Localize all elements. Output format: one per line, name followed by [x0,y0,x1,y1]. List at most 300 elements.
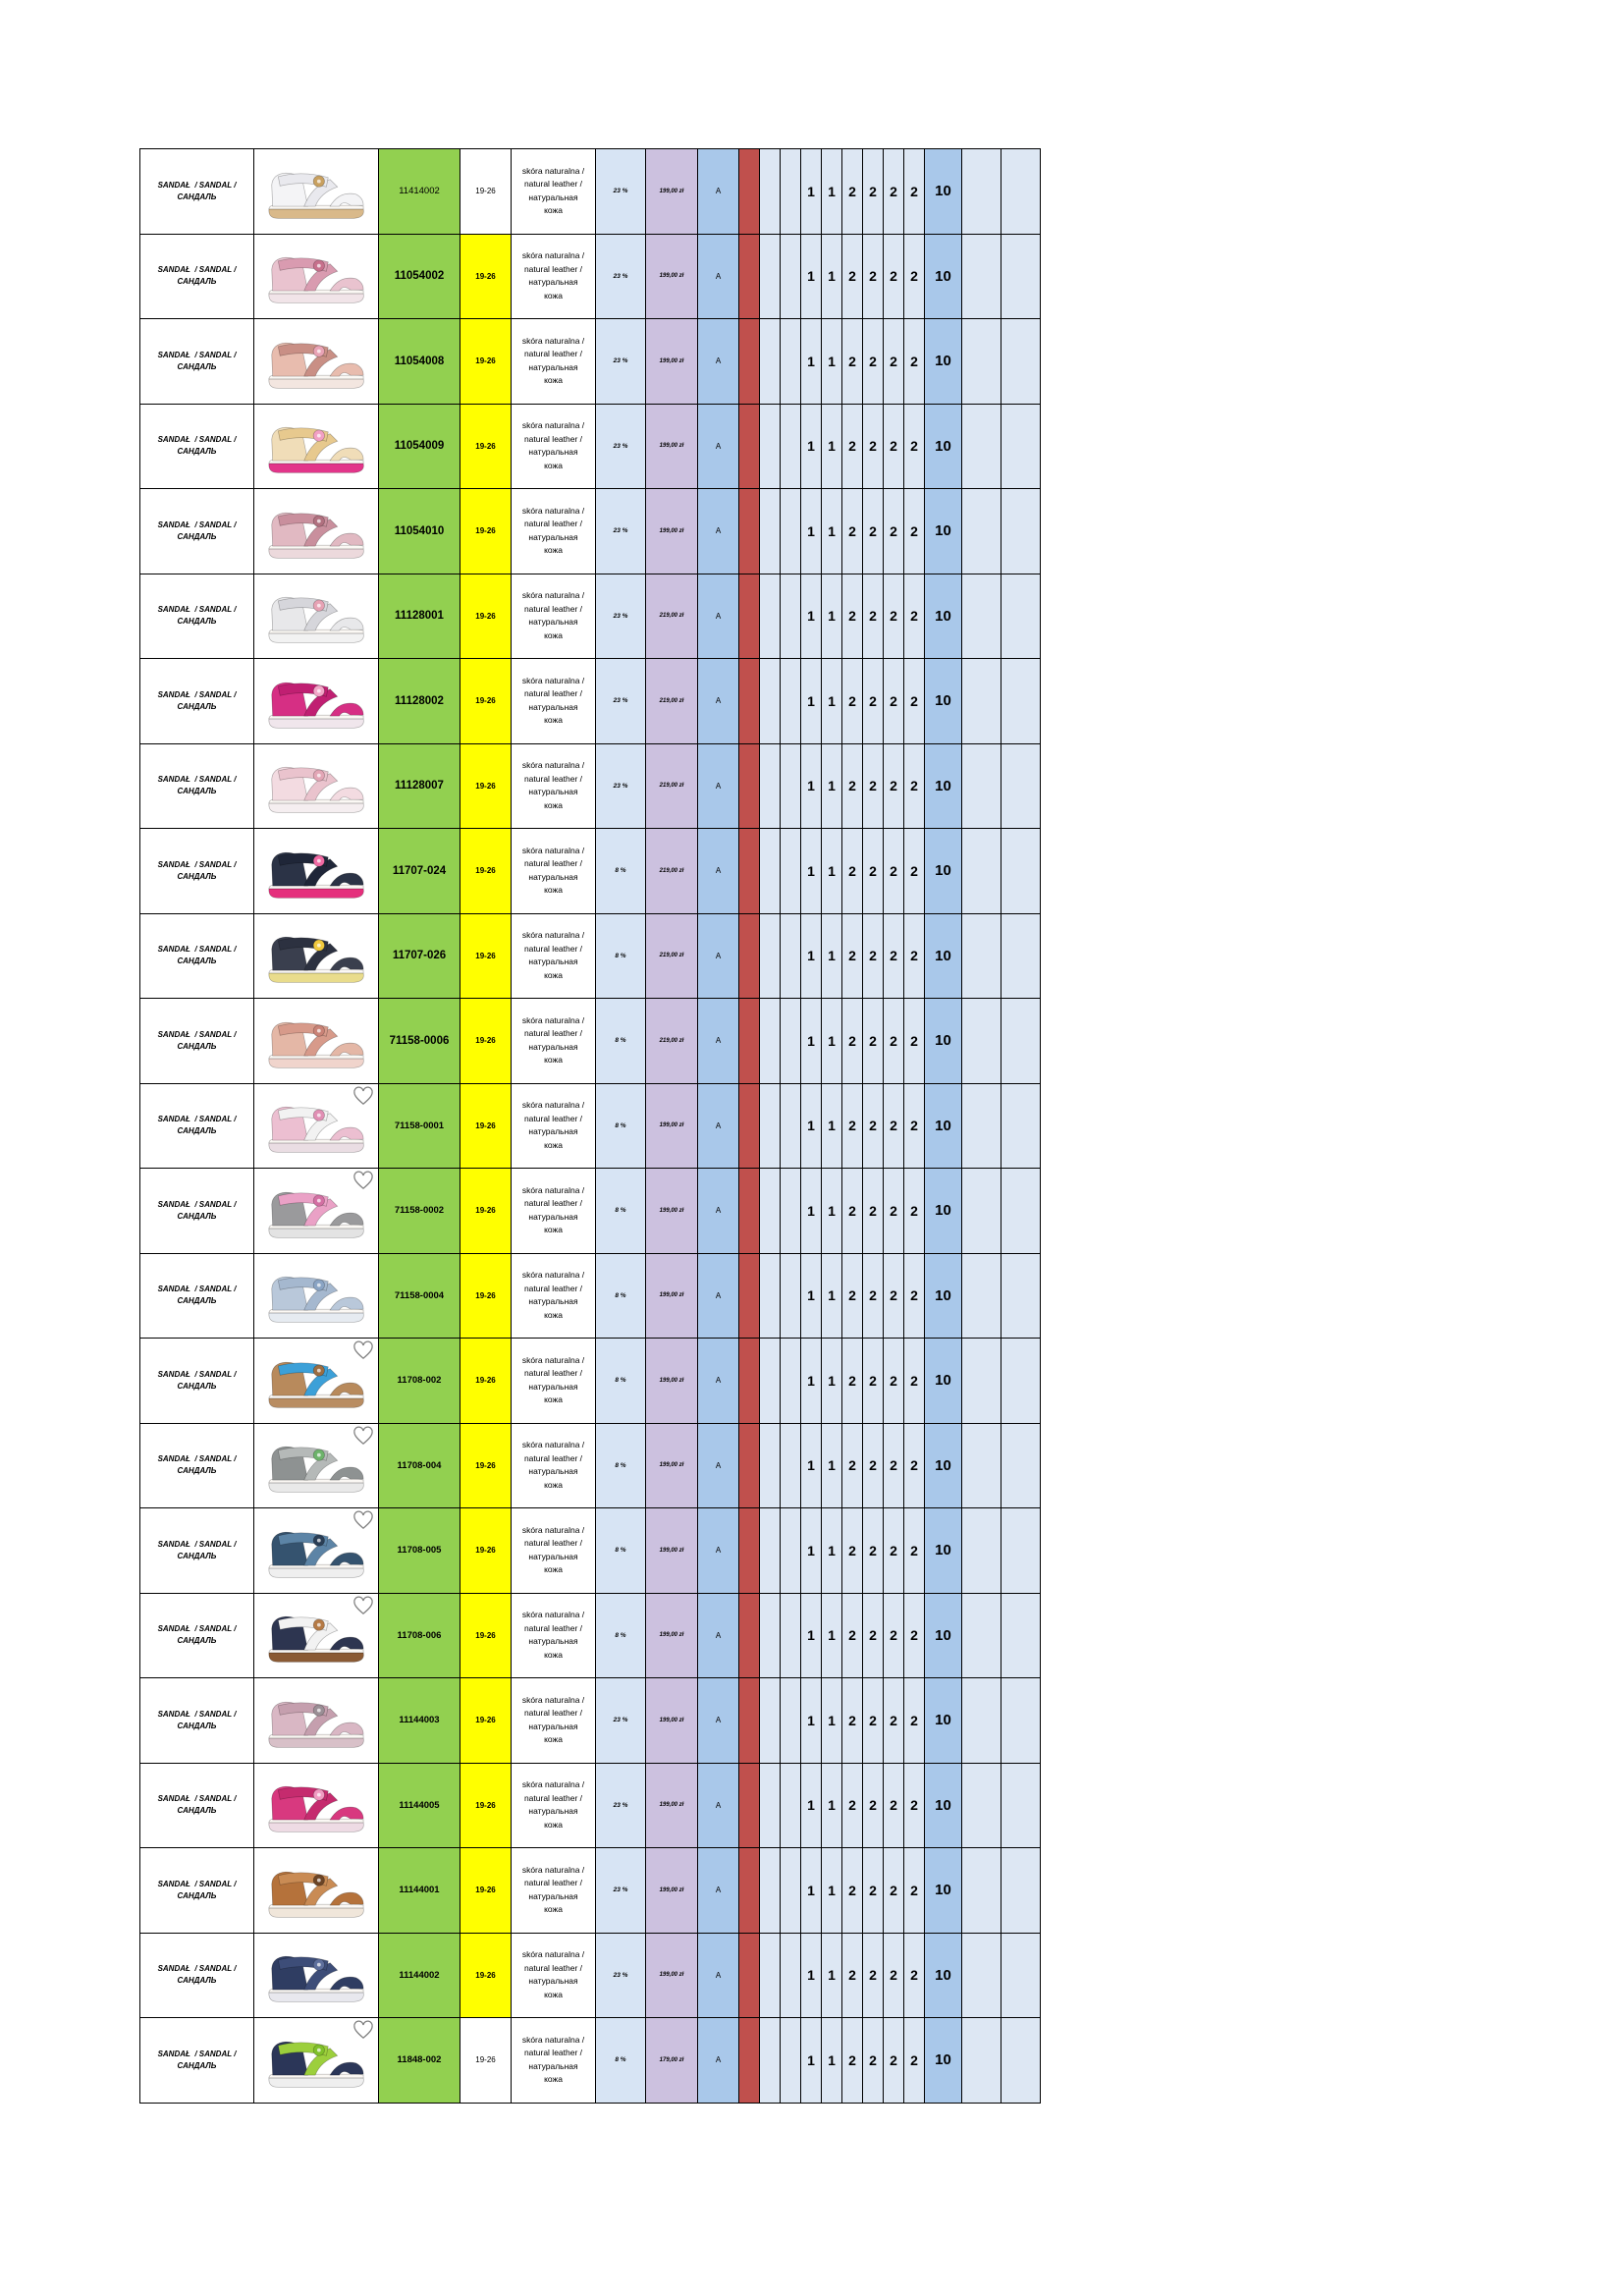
price: 199,00 zł [646,404,698,489]
material-line: skóra naturalna / [521,760,585,771]
product-code: 11707-026 [379,913,460,999]
price: 199,00 zł [646,1339,698,1424]
heart-outline [354,1511,372,1528]
size-qty-cell: 1 [822,1169,842,1254]
size-qty-cell: 2 [904,404,925,489]
total-qty: 10 [925,1508,962,1594]
price: 179,00 zł [646,2018,698,2104]
product-name-line: SANDAŁ / SANDAL / [157,1709,237,1719]
product-table [139,148,1041,2104]
size-qty-cell: 1 [822,1339,842,1424]
empty-cell [781,1508,801,1594]
product-photo [254,1763,379,1848]
size-range: 19-26 [460,489,512,574]
sandal-ornament-center [317,1368,321,1372]
size-qty-cell: 1 [822,489,842,574]
heart-outline [354,1341,372,1358]
table-row [140,1848,1041,1934]
size-qty-cell: 1 [822,1933,842,2018]
total-qty: 10 [925,319,962,405]
size-qty-cell: 1 [801,1933,822,2018]
grade: A [698,149,739,235]
size-qty-cell: 2 [904,913,925,999]
size-qty-cell: 1 [822,574,842,659]
product-name-line: САНДАЛЬ [177,1976,217,1986]
product-name-line: SANDAŁ / SANDAL / [157,1115,237,1124]
empty-cell [1001,1339,1041,1424]
product-code: 71158-0004 [379,1253,460,1339]
material [512,1763,596,1848]
heart-icon [352,1340,374,1360]
sandal-ornament-center [317,1878,321,1882]
product-name-line: САНДАЛЬ [177,361,217,371]
product-name-line: САНДАЛЬ [177,1890,217,1900]
total-qty: 10 [925,1593,962,1678]
product-code: 11054008 [379,319,460,405]
product-photo [254,1933,379,2018]
empty-cell [1001,319,1041,405]
grade: A [698,1848,739,1934]
product-name [140,574,254,659]
grade: A [698,1678,739,1764]
sandal-ornament-center [317,1198,321,1202]
size-qty-cell: 2 [863,574,884,659]
empty-cell [760,489,781,574]
size-range: 19-26 [460,319,512,405]
sandal-ornament-center [317,1114,321,1118]
empty-cell [962,1253,1001,1339]
empty-cell [781,1253,801,1339]
material-line: натуральная [528,1806,578,1817]
product-name-line: SANDAŁ / SANDAL / [157,605,237,615]
material-line: skóra naturalna / [521,1270,585,1281]
product-name [140,913,254,999]
size-range: 19-26 [460,1508,512,1594]
product-photo [254,2018,379,2104]
material-line: кожа [544,545,563,556]
material [512,1339,596,1424]
material-line: кожа [544,1055,563,1066]
size-qty-cell: 2 [863,659,884,744]
red-marker-cell [739,234,760,319]
sandal-photo [265,329,367,394]
empty-cell [781,1933,801,2018]
size-qty-cell: 2 [863,1508,884,1594]
material-line: natural leather / [523,433,583,444]
empty-cell [781,659,801,744]
heart-outline [354,1597,372,1613]
material-line: натуральная [528,1466,578,1477]
price: 219,00 zł [646,659,698,744]
material-line: skóra naturalna / [521,1354,585,1365]
empty-cell [781,1169,801,1254]
product-name [140,319,254,405]
material-line: skóra naturalna / [521,1949,585,1960]
size-qty-cell: 1 [801,574,822,659]
material-line: натуральная [528,701,578,712]
price: 219,00 zł [646,913,698,999]
table-row [140,829,1041,914]
size-qty-cell: 2 [863,743,884,829]
size-qty-cell: 2 [904,1763,925,1848]
material-line: кожа [544,1394,563,1405]
material-line: кожа [544,290,563,301]
product-code: 71158-0006 [379,999,460,1084]
size-qty-cell: 2 [904,1339,925,1424]
sandal-sole [269,1568,364,1577]
sandal-photo [265,923,367,988]
vat-rate: 23 % [596,574,646,659]
material [512,1508,596,1594]
empty-cell [760,913,781,999]
material [512,234,596,319]
red-marker-cell [739,829,760,914]
size-range: 19-26 [460,1848,512,1934]
material-line: natural leather / [523,179,583,190]
size-qty-cell: 2 [904,489,925,574]
red-marker-cell [739,1253,760,1339]
material [512,1253,596,1339]
material-line: skóra naturalna / [521,250,585,261]
grade: A [698,1593,739,1678]
empty-cell [781,1593,801,1678]
size-qty-cell: 2 [842,659,863,744]
sandal-toe-strap [330,533,363,546]
material [512,149,596,235]
empty-cell [1001,1169,1041,1254]
empty-cell [781,1763,801,1848]
size-qty-cell: 2 [884,1848,904,1934]
material-line: skóra naturalna / [521,1524,585,1535]
size-qty-cell: 2 [904,999,925,1084]
size-qty-cell: 2 [884,829,904,914]
product-name-line: SANDAŁ / SANDAL / [157,1879,237,1888]
material-line: натуральная [528,191,578,202]
size-range: 19-26 [460,913,512,999]
empty-cell [760,404,781,489]
product-code: 11848-002 [379,2018,460,2104]
sandal-sole [269,973,364,982]
size-range: 19-26 [460,234,512,319]
table-row [140,489,1041,574]
vat-rate: 23 % [596,404,646,489]
size-qty-cell: 2 [842,574,863,659]
empty-cell [781,743,801,829]
material-line: кожа [544,1649,563,1660]
empty-cell [962,574,1001,659]
empty-cell [760,1763,781,1848]
product-code: 11054010 [379,489,460,574]
size-qty-cell: 2 [863,404,884,489]
empty-cell [781,149,801,235]
product-name-line: САНДАЛЬ [177,447,217,457]
product-name [140,1933,254,2018]
sandal-sole [269,1313,364,1322]
empty-cell [760,234,781,319]
vat-rate: 8 % [596,829,646,914]
vat-rate: 8 % [596,1508,646,1594]
product-name-line: SANDAŁ / SANDAL / [157,689,237,699]
vat-rate: 23 % [596,149,646,235]
empty-cell [760,1933,781,2018]
product-name-line: SANDAŁ / SANDAL / [157,1964,237,1974]
size-range: 19-26 [460,1339,512,1424]
sandal-sole [269,719,364,728]
red-marker-cell [739,999,760,1084]
material [512,913,596,999]
material-line: кожа [544,1819,563,1830]
material-line: skóra naturalna / [521,335,585,346]
price: 199,00 zł [646,1933,698,2018]
size-qty-cell: 1 [822,1083,842,1169]
total-qty: 10 [925,1848,962,1934]
material-line: натуральная [528,277,578,288]
material-line: natural leather / [523,1878,583,1888]
empty-cell [1001,1083,1041,1169]
material [512,574,596,659]
material-line: натуральная [528,871,578,882]
total-qty: 10 [925,404,962,489]
red-marker-cell [739,1933,760,2018]
material-line: кожа [544,715,563,726]
empty-cell [760,1339,781,1424]
size-qty-cell: 2 [842,1593,863,1678]
empty-cell [760,829,781,914]
vat-rate: 23 % [596,489,646,574]
material-line: натуральная [528,1721,578,1731]
sandal-photo [265,1009,367,1073]
product-name-line: САНДАЛЬ [177,1551,217,1560]
size-qty-cell: 1 [822,913,842,999]
vat-rate: 23 % [596,234,646,319]
empty-cell [760,1169,781,1254]
sandal-toe-strap [330,1043,363,1056]
product-name-line: SANDAŁ / SANDAL / [157,1285,237,1294]
sandal-ornament-center [317,944,321,948]
sandal-sole [269,1993,364,2001]
material-line: natural leather / [523,603,583,614]
table-row [140,999,1041,1084]
price: 199,00 zł [646,1848,698,1934]
size-qty-cell: 2 [842,1848,863,1934]
empty-cell [962,743,1001,829]
material-line: natural leather / [523,858,583,869]
empty-cell [962,829,1001,914]
material-line: natural leather / [523,773,583,784]
empty-cell [781,319,801,405]
sandal-sole [269,1653,364,1662]
sandal-sole [269,1738,364,1747]
size-qty-cell: 2 [842,913,863,999]
table-row [140,913,1041,999]
size-qty-cell: 2 [863,319,884,405]
empty-cell [781,1678,801,1764]
product-name-line: САНДАЛЬ [177,1041,217,1051]
price: 219,00 zł [646,999,698,1084]
sandal-toe-strap [330,363,363,376]
table-row [140,1083,1041,1169]
table-row [140,149,1041,235]
empty-cell [1001,574,1041,659]
size-qty-cell: 2 [842,999,863,1084]
sandal-ornament-center [317,1538,321,1542]
product-name [140,1678,254,1764]
total-qty: 10 [925,1169,962,1254]
empty-cell [760,659,781,744]
size-qty-cell: 2 [884,319,904,405]
total-qty: 10 [925,999,962,1084]
material-line: skóra naturalna / [521,505,585,516]
size-qty-cell: 2 [884,913,904,999]
material-line: skóra naturalna / [521,2034,585,2045]
size-qty-cell: 2 [863,489,884,574]
grade: A [698,1339,739,1424]
table-row [140,659,1041,744]
product-name [140,1169,254,1254]
sandal-sole [269,379,364,388]
price: 219,00 zł [646,574,698,659]
empty-cell [760,1508,781,1594]
grade: A [698,1763,739,1848]
price: 199,00 zł [646,1423,698,1508]
empty-cell [1001,1678,1041,1764]
size-qty-cell: 2 [884,404,904,489]
size-range: 19-26 [460,659,512,744]
empty-cell [962,913,1001,999]
grade: A [698,1253,739,1339]
empty-cell [1001,1848,1041,1934]
material-line: натуральная [528,1551,578,1561]
total-qty: 10 [925,574,962,659]
material-line: натуральная [528,1211,578,1222]
sandal-toe-strap [330,618,363,630]
size-qty-cell: 2 [863,1423,884,1508]
material-line: кожа [544,1564,563,1575]
empty-cell [962,234,1001,319]
grade: A [698,2018,739,2104]
product-name-line: САНДАЛЬ [177,871,217,881]
product-name [140,489,254,574]
sandal-toe-strap [330,193,363,206]
material [512,489,596,574]
material-line: natural leather / [523,1198,583,1209]
sandal-toe-strap [330,278,363,291]
red-marker-cell [739,743,760,829]
price: 199,00 zł [646,1083,698,1169]
empty-cell [1001,2018,1041,2104]
size-qty-cell: 2 [884,743,904,829]
price: 199,00 zł [646,1763,698,1848]
empty-cell [781,1339,801,1424]
empty-cell [1001,1253,1041,1339]
price: 199,00 zł [646,149,698,235]
material-line: skóra naturalna / [521,1864,585,1875]
product-name-line: SANDAŁ / SANDAL / [157,435,237,445]
price: 199,00 zł [646,1593,698,1678]
sandal-sole [269,1143,364,1152]
size-range: 19-26 [460,1593,512,1678]
size-qty-cell: 1 [822,319,842,405]
material-line: skóra naturalna / [521,1100,585,1111]
sandal-toe-strap [330,1127,363,1140]
heart-icon [352,1510,374,1530]
empty-cell [760,1848,781,1934]
product-name [140,234,254,319]
material-line: skóra naturalna / [521,1184,585,1195]
size-qty-cell: 2 [842,149,863,235]
product-name [140,1339,254,1424]
sandal-ornament-center [317,1623,321,1627]
size-qty-cell: 2 [842,1933,863,2018]
size-qty-cell: 2 [842,404,863,489]
table-row [140,1339,1041,1424]
red-marker-cell [739,489,760,574]
material-line: натуральная [528,1296,578,1307]
empty-cell [962,1169,1001,1254]
size-qty-cell: 2 [884,1083,904,1169]
vat-rate: 8 % [596,1169,646,1254]
empty-cell [962,1083,1001,1169]
product-code: 11708-004 [379,1423,460,1508]
product-table-body [140,149,1041,2104]
price: 199,00 zł [646,234,698,319]
material-line: natural leather / [523,1113,583,1123]
total-qty: 10 [925,234,962,319]
product-name [140,1253,254,1339]
product-name-line: САНДАЛЬ [177,957,217,966]
heart-icon [352,1596,374,1615]
red-marker-cell [739,1593,760,1678]
material [512,1083,596,1169]
material-line: natural leather / [523,263,583,274]
table-row [140,1423,1041,1508]
grade: A [698,404,739,489]
material [512,2018,596,2104]
size-qty-cell: 1 [801,404,822,489]
product-name-line: SANDAŁ / SANDAL / [157,1794,237,1804]
empty-cell [1001,1593,1041,1678]
heart-outline [354,1087,372,1104]
table-row [140,1253,1041,1339]
size-qty-cell: 2 [904,1169,925,1254]
size-range: 19-26 [460,999,512,1084]
product-code: 11128007 [379,743,460,829]
material-line: натуральная [528,1976,578,1987]
grade: A [698,1169,739,1254]
price: 199,00 zł [646,1253,698,1339]
size-range: 19-26 [460,1083,512,1169]
sandal-sole [269,1908,364,1917]
size-range: 19-26 [460,2018,512,2104]
sandal-sole [269,1483,364,1492]
sandal-sole [269,1823,364,1831]
size-qty-cell: 1 [801,1169,822,1254]
vat-rate: 8 % [596,999,646,1084]
size-qty-cell: 2 [884,1169,904,1254]
size-qty-cell: 2 [884,489,904,574]
product-name-line: САНДАЛЬ [177,1211,217,1221]
material-line: skóra naturalna / [521,420,585,431]
material-line: natural leather / [523,2048,583,2058]
size-qty-cell: 2 [904,234,925,319]
grade: A [698,489,739,574]
price: 199,00 zł [646,1508,698,1594]
material-line: skóra naturalna / [521,165,585,176]
product-name-line: САНДАЛЬ [177,1296,217,1306]
product-name-line: SANDAŁ / SANDAL / [157,775,237,785]
size-qty-cell: 1 [822,743,842,829]
size-qty-cell: 2 [842,829,863,914]
